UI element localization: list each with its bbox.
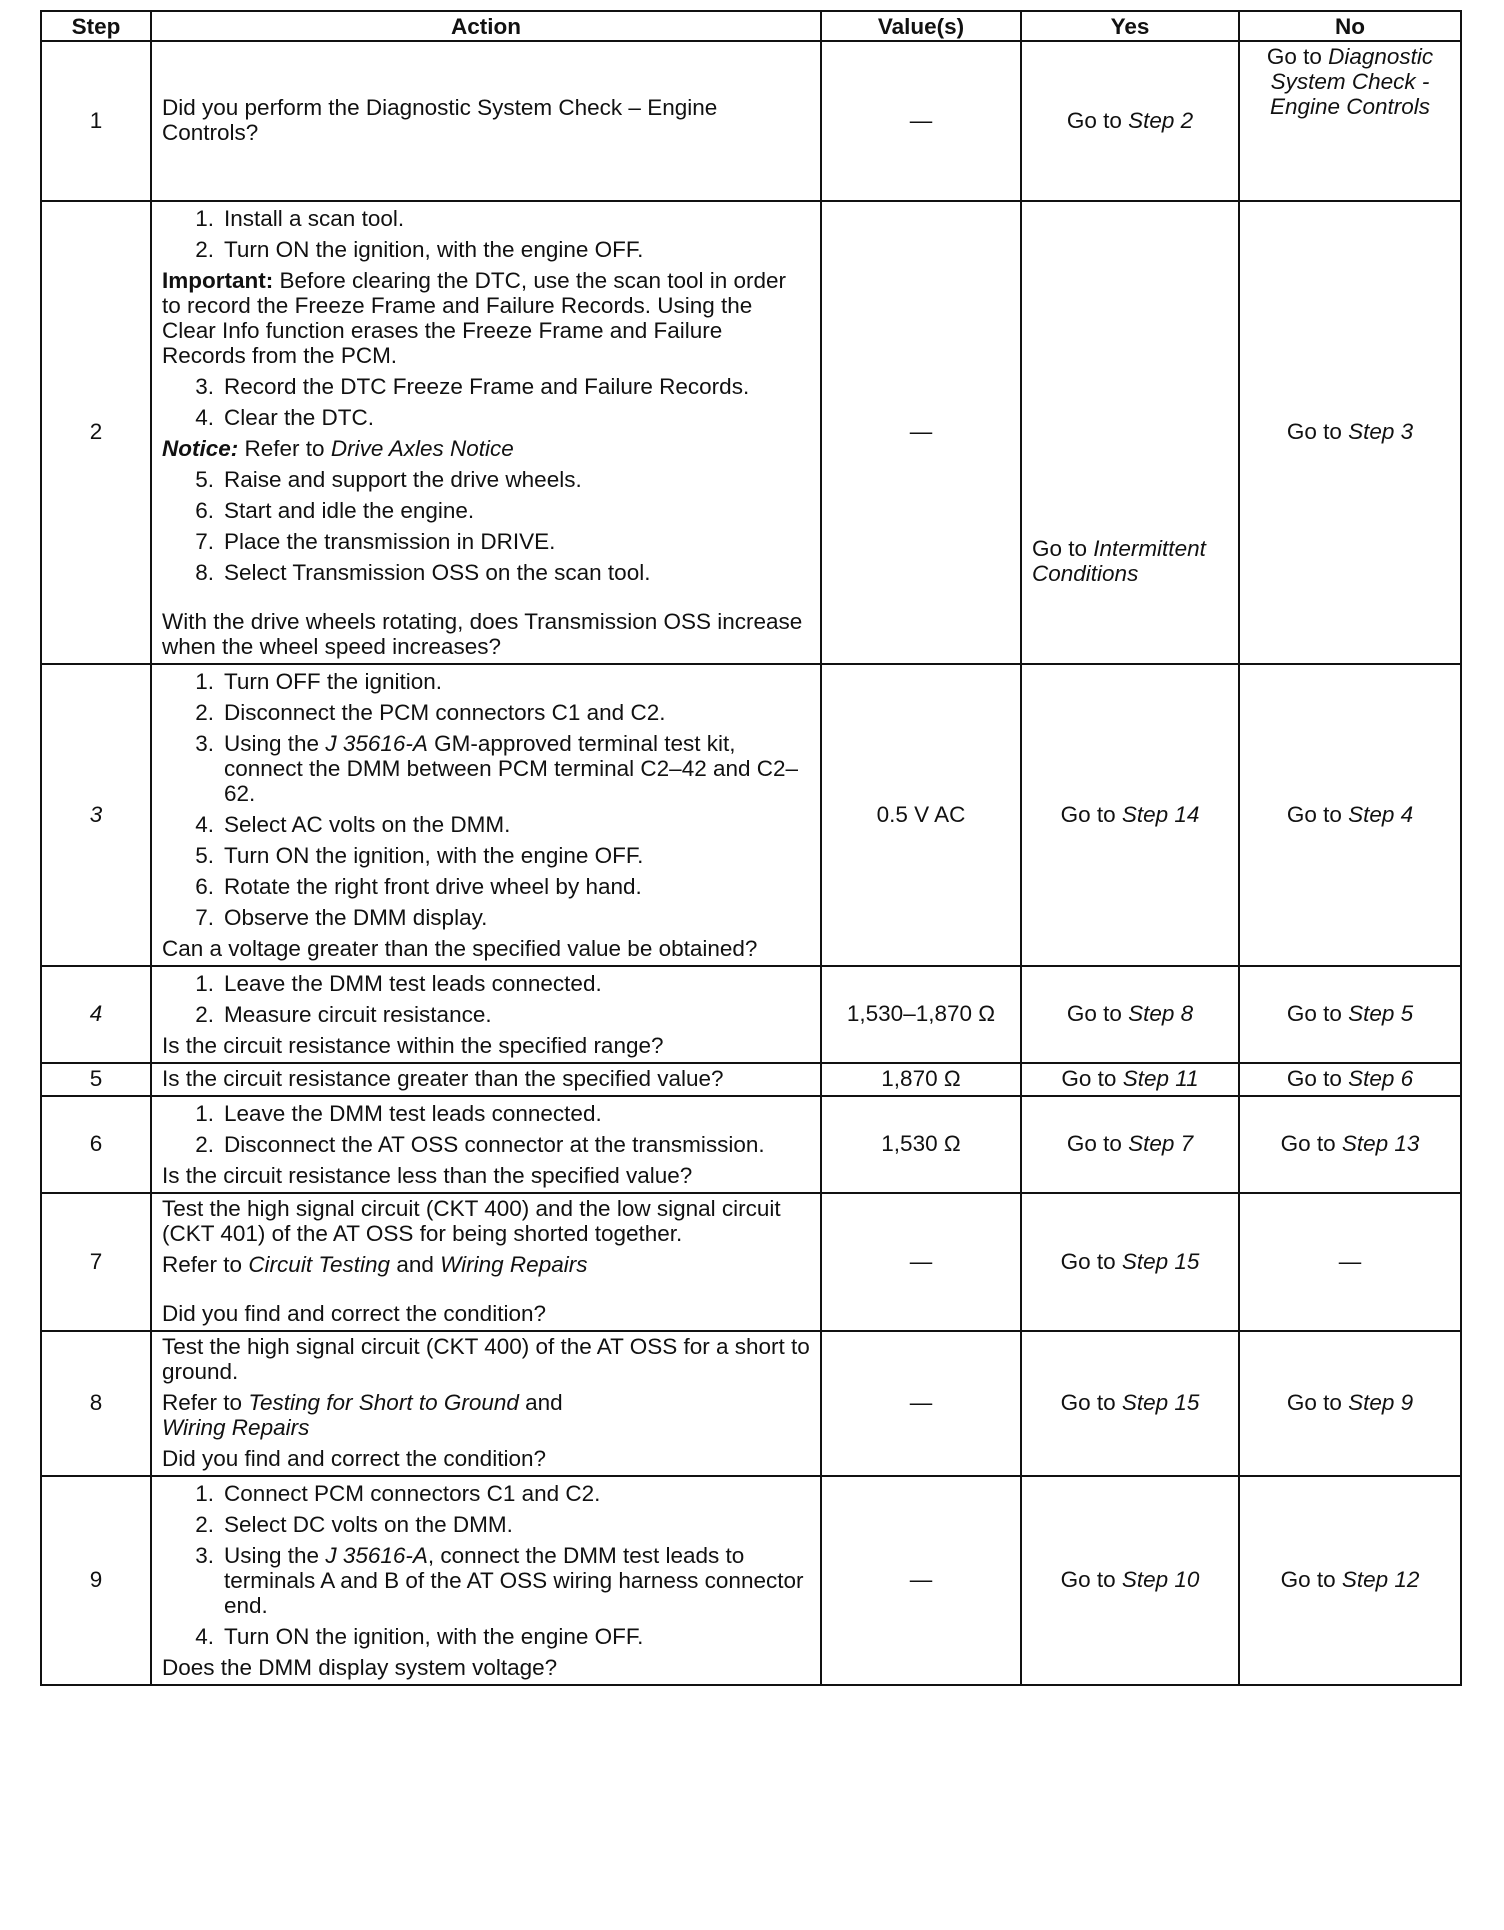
list-item: Rotate the right front drive wheel by hand.	[224, 874, 642, 899]
yes-cell	[1021, 1476, 1239, 1685]
circuit-testing-link[interactable]: Circuit Testing	[248, 1252, 391, 1277]
list-item: Connect PCM connectors C1 and C2.	[224, 1481, 601, 1506]
value-cell: —	[821, 1476, 1021, 1685]
step-number: 2	[41, 201, 151, 664]
list-item: Turn ON the ignition, with the engine OFF.	[224, 237, 644, 262]
no-goto[interactable]: Go to Step 5	[1286, 1001, 1414, 1026]
yes-goto[interactable]: Go to Step 15	[1060, 1248, 1200, 1274]
step-row-3	[41, 664, 1461, 966]
step-row-2	[41, 201, 1461, 664]
action-cell: 1. Leave the DMM test leads connected. 2. Disconnect the AT OSS connector at the transmission. Is the circuit resistance less than the specified value?	[151, 1096, 821, 1193]
step-number: 6	[41, 1096, 151, 1193]
question-text: Is the circuit resistance within the specified range?	[162, 1033, 664, 1058]
important-note: Important: Before clearing the DTC, use the scan tool in order to record the Freeze Frame and Failure Records. Using the Clear Info function erases the Freeze Frame and Failure Records from the PCM.	[162, 268, 787, 368]
value-cell: 1,530 Ω	[821, 1096, 1021, 1193]
list-item: Using the J 35616-A GM-approved terminal test kit, connect the DMM between PCM terminal C2–42 and C2–62.	[224, 731, 799, 806]
list-item: Disconnect the PCM connectors C1 and C2.	[224, 700, 666, 725]
wiring-repairs-link[interactable]: Wiring Repairs	[162, 1415, 310, 1440]
no-goto[interactable]: Go to Step 3	[1286, 419, 1414, 444]
step-number: 3	[41, 664, 151, 966]
yes-goto[interactable]: Go to Step 14	[1060, 801, 1200, 827]
yes-goto[interactable]: Go to Step 10	[1060, 1567, 1200, 1592]
question-text: Did you find and correct the condition?	[162, 1301, 546, 1326]
yes-cell	[1021, 966, 1239, 1063]
yes-goto[interactable]: Go to Step 2	[1066, 107, 1194, 133]
list-item: Turn OFF the ignition.	[224, 669, 443, 694]
action-cell: 1. Connect PCM connectors C1 and C2. 2. Select DC volts on the DMM. 3. Using the J 35616-A, connect the DMM test leads to terminals A and B of the AT OSS wiring harness connector end. 4. Turn ON the ignition, with the engine OFF. Does the DMM display system voltage?	[151, 1476, 821, 1685]
yes-cell	[1021, 1063, 1239, 1096]
no-cell	[1239, 1096, 1461, 1193]
list-item: Disconnect the AT OSS connector at the transmission.	[224, 1132, 765, 1157]
no-goto[interactable]: Go to Step 6	[1286, 1066, 1414, 1091]
step-row-8	[41, 1331, 1461, 1476]
step-row-4	[41, 966, 1461, 1063]
step-number: 1	[41, 41, 151, 201]
value-cell: —	[821, 1331, 1021, 1476]
action-cell	[151, 1193, 821, 1331]
action-cell	[151, 1063, 821, 1096]
yes-cell	[1021, 1193, 1239, 1331]
action-cell	[151, 41, 821, 201]
list-item: Install a scan tool.	[224, 206, 405, 231]
no-goto[interactable]: Go to Step 13	[1280, 1131, 1420, 1156]
header-step: Step	[41, 11, 151, 41]
question-text: With the drive wheels rotating, does Transmission OSS increase when the wheel speed increases?	[162, 609, 803, 659]
no-cell	[1239, 664, 1461, 966]
step-number: 8	[41, 1331, 151, 1476]
step-row-5	[41, 1063, 1461, 1096]
yes-cell	[1021, 1096, 1239, 1193]
step-row-7	[41, 1193, 1461, 1331]
tool-link[interactable]: J 35616-A	[325, 1543, 428, 1568]
question-text: Does the DMM display system voltage?	[162, 1655, 558, 1680]
question-text: Did you find and correct the condition?	[162, 1446, 546, 1471]
list-item: Turn ON the ignition, with the engine OFF.	[224, 843, 644, 868]
question-text: Is the circuit resistance less than the specified value?	[162, 1163, 693, 1188]
action-cell: 1. Leave the DMM test leads connected. 2. Measure circuit resistance. Is the circuit resistance within the specified range?	[151, 966, 821, 1063]
yes-cell	[1021, 41, 1239, 201]
list-item: Leave the DMM test leads connected.	[224, 971, 602, 996]
list-item: Record the DTC Freeze Frame and Failure Records.	[224, 374, 750, 399]
value-cell: 1,530–1,870 Ω	[821, 966, 1021, 1063]
step-row-6	[41, 1096, 1461, 1193]
header-row	[41, 11, 1461, 41]
value-cell: —	[821, 1193, 1021, 1331]
list-item: Observe the DMM display.	[224, 905, 488, 930]
step-row-1	[41, 41, 1461, 201]
no-cell	[1239, 1476, 1461, 1685]
tool-link[interactable]: J 35616-A	[325, 731, 428, 756]
yes-cell	[1021, 201, 1239, 664]
list-item: Measure circuit resistance.	[224, 1002, 492, 1027]
drive-axles-link[interactable]: Drive Axles Notice	[330, 436, 514, 461]
value-cell: 1,870 Ω	[821, 1063, 1021, 1096]
no-cell	[1239, 201, 1461, 664]
list-item: Select DC volts on the DMM.	[224, 1512, 513, 1537]
no-cell: —	[1239, 1193, 1461, 1331]
no-cell	[1239, 1063, 1461, 1096]
step-number: 9	[41, 1476, 151, 1685]
list-item: Using the J 35616-A, connect the DMM test leads to terminals A and B of the AT OSS wiring harness connector end.	[224, 1543, 804, 1618]
step-number: 4	[41, 966, 151, 1063]
notice-note: Notice: Refer to Drive Axles Notice	[162, 436, 514, 461]
no-goto[interactable]: Go to Step 4	[1286, 801, 1414, 827]
yes-goto[interactable]: Go to Step 7	[1066, 1131, 1194, 1156]
action-cell: 1. Install a scan tool. 2. Turn ON the ignition, with the engine OFF. Important: Before clearing the DTC, use the scan tool in order to record the Freeze Frame and Failure Records. Using the Clear Info function erases the Freeze Frame and Failure Records from the PCM. 3. Record the DTC Freeze Frame and Failure Records. 4. Clear the DTC. Notice: Refer to Drive Axles Notice 5. Raise and support the drive wheels. 6. Start and idle the engine. 7. Place the transmission in DRIVE. 8. Select Transmission OSS on the scan tool. With the drive wheels rotating, does Transmission OSS increase when the wheel speed increases?	[151, 201, 821, 664]
list-item: Select Transmission OSS on the scan tool.	[224, 560, 651, 585]
list-item: Clear the DTC.	[224, 405, 375, 430]
yes-goto[interactable]: Go to Intermittent Conditions	[1032, 535, 1206, 586]
value-cell: —	[821, 201, 1021, 664]
yes-cell	[1021, 1331, 1239, 1476]
header-no: No	[1239, 11, 1461, 41]
list-item: Turn ON the ignition, with the engine OFF.	[224, 1624, 644, 1649]
question-text: Can a voltage greater than the specified value be obtained?	[162, 936, 758, 961]
list-item: Leave the DMM test leads connected.	[224, 1101, 602, 1126]
list-item: Raise and support the drive wheels.	[224, 467, 582, 492]
no-goto[interactable]: Go to Step 9	[1286, 1390, 1414, 1415]
list-item: Start and idle the engine.	[224, 498, 475, 523]
question-text: Is the circuit resistance greater than the specified value?	[162, 1066, 724, 1091]
value-cell: 0.5 V AC	[821, 664, 1021, 966]
action-cell: 1. Turn OFF the ignition. 2. Disconnect the PCM connectors C1 and C2. 3. Using the J 35616-A GM-approved terminal test kit, connect the DMM between PCM terminal C2–42 and C2–62. 4. Select AC volts on the DMM. 5. Turn ON the ignition, with the engine OFF. 6. Rotate the right front drive wheel by hand. 7. Observe the DMM display. Can a voltage greater than the specified value be obtained?	[151, 664, 821, 966]
wiring-repairs-link[interactable]: Wiring Repairs	[440, 1252, 588, 1277]
instruction-text: Test the high signal circuit (CKT 400) and the low signal circuit (CKT 401) of the AT OSS for being shorted together.	[162, 1196, 781, 1246]
refer-line: Refer to Testing for Short to Ground and Wiring Repairs	[162, 1390, 563, 1440]
no-goto[interactable]: Go to Step 12	[1280, 1567, 1420, 1592]
instruction-text: Test the high signal circuit (CKT 400) of the AT OSS for a short to ground.	[162, 1334, 810, 1384]
yes-goto[interactable]: Go to Step 11	[1061, 1066, 1199, 1091]
no-cell	[1239, 41, 1461, 201]
list-item: Select AC volts on the DMM.	[224, 812, 511, 837]
diagnostic-table	[40, 10, 1462, 1686]
no-cell	[1239, 966, 1461, 1063]
value-cell: —	[821, 41, 1021, 201]
list-item: Place the transmission in DRIVE.	[224, 529, 556, 554]
yes-goto[interactable]: Go to Step 8	[1066, 1001, 1194, 1026]
no-cell	[1239, 1331, 1461, 1476]
yes-goto[interactable]: Go to Step 15	[1060, 1390, 1200, 1415]
header-action: Action	[151, 11, 821, 41]
step-number: 5	[41, 1063, 151, 1096]
no-goto[interactable]: Go to Diagnostic System Check - Engine Controls	[1266, 44, 1434, 119]
refer-line: Refer to Circuit Testing and Wiring Repairs	[162, 1252, 588, 1277]
question-text: Did you perform the Diagnostic System Check – Engine Controls?	[162, 95, 718, 145]
step-number: 7	[41, 1193, 151, 1331]
step-row-9	[41, 1476, 1461, 1685]
header-values: Value(s)	[821, 11, 1021, 41]
header-yes: Yes	[1021, 11, 1239, 41]
action-cell	[151, 1331, 821, 1476]
short-to-ground-link[interactable]: Testing for Short to Ground	[248, 1390, 519, 1415]
yes-cell	[1021, 664, 1239, 966]
